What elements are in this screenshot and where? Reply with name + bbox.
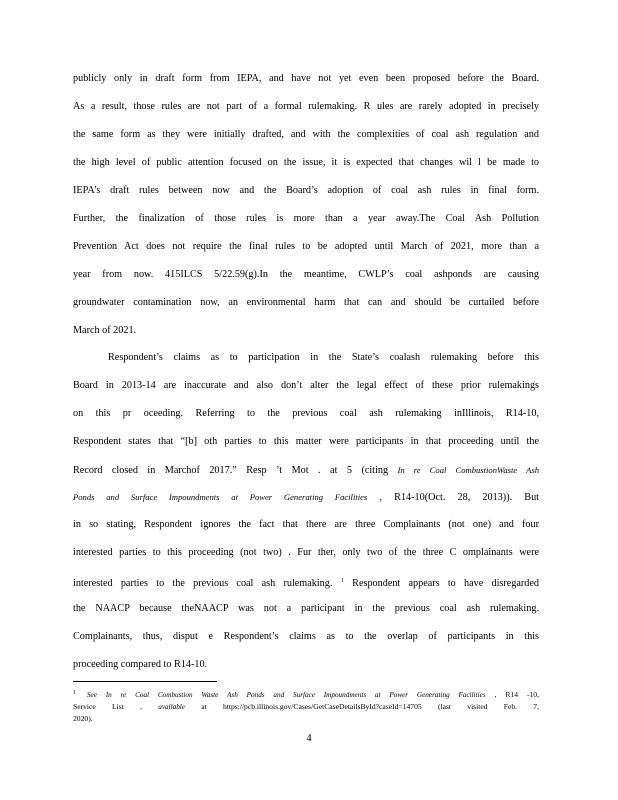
body-text-line: on this pr oceeding. Referring to the previous coal ash rulemaking inIllinois, R14-10,: [73, 408, 539, 419]
body-text-line: the NAACP because theNAACP was not a participant in the previous coal ash rulemaking.: [73, 603, 539, 614]
footnote-text: Service List ,: [73, 702, 142, 711]
body-text-line: year from now. 415ILCS 5/22.59(g).In the meantime, CWLP’s coal ashponds are causing: [73, 269, 539, 280]
body-text-line: the high level of public attention focused on the issue, it is expected that changes wil l be made to: [73, 157, 539, 168]
body-text-line: in so stating, Respondent ignores the fact that there are three Complainants (not one) and four: [73, 519, 539, 530]
body-text-line: [73, 463, 539, 478]
body-text-line: Respondent’s claims as to participation in the State’s coalash rulemaking before this: [108, 352, 539, 363]
footnote-url-text[interactable]: at https://pcb.illinois.gov/Cases/GetCaseDetailsById?caseId=14705 (last visited Feb. 7,: [201, 702, 539, 711]
body-text-line: interested parties to this proceeding (not two) . Fur ther, only two of the three C omplainants were: [73, 547, 539, 558]
body-text-line: Further, the finalization of those rules is more than a year away.The Coal Ash Pollution: [73, 213, 539, 224]
body-text-line: March of 2021.: [73, 325, 137, 336]
body-text-segment: Record closed in Marchof 2017.” Resp ’t Mot . at 5 (citing: [73, 465, 389, 476]
footnote-marker: 1: [73, 690, 76, 696]
body-text-line: the same form as they were initially drafted, and with the complexities of coal ash regulation and: [73, 129, 539, 140]
footnote-reference[interactable]: 1: [340, 577, 344, 584]
body-text-line: As a result, those rules are not part of a formal rulemaking. R ules are rarely adopted in precisely: [73, 101, 539, 112]
body-text-line: groundwater contamination now, an environmental harm that can and should be curtailed before: [73, 297, 539, 308]
body-text-line: publicly only in draft form from IEPA, and have not yet even been proposed before the Board.: [73, 73, 539, 84]
case-citation-italic: In re Coal CombustionWaste Ash: [397, 465, 540, 475]
body-text-line: proceeding compared to R14-10.: [73, 659, 208, 670]
case-citation-italic: Ponds and Surface Impoundments at Power Generating Facilities: [73, 492, 368, 502]
body-text-line: Prevention Act does not require the final rules to be adopted until March of 2021, more than a: [73, 241, 539, 252]
footnote-text: , R14 -10,: [494, 690, 539, 699]
footnote-italic-word: available: [158, 703, 185, 711]
footnote-line: [73, 688, 539, 701]
body-text-line: [73, 490, 539, 505]
body-text-segment: interested parties to the previous coal ash rulemaking.: [73, 578, 333, 589]
footnote-line: [73, 701, 539, 713]
body-text-segment: Respondent appears to have disregarded: [352, 578, 540, 589]
page-number: 4: [306, 733, 312, 744]
body-text-line: IEPA’s draft rules between now and the Board’s adoption of coal ash rules in final form.: [73, 185, 539, 196]
body-text-segment: , R14-10(Oct. 28, 2013)). But: [379, 492, 540, 503]
body-text-line: Complainants, thus, disput e Respondent’s claims as to the overlap of participants in this: [73, 631, 539, 642]
footnote-line: 2020).: [73, 714, 93, 723]
body-text-line: [73, 574, 539, 591]
footnote-citation-italic: See In re Coal Combustion Waste Ash Ponds and Surface Impoundments at Power Generating Facilities: [86, 691, 486, 699]
footnote-separator: [73, 681, 217, 682]
body-text-line: Board in 2013-14 are inaccurate and also don’t alter the legal effect of these prior rulemakings: [73, 380, 539, 391]
body-text-line: Respondent states that “[b] oth parties to this matter were participants in that proceeding until the: [73, 436, 539, 447]
